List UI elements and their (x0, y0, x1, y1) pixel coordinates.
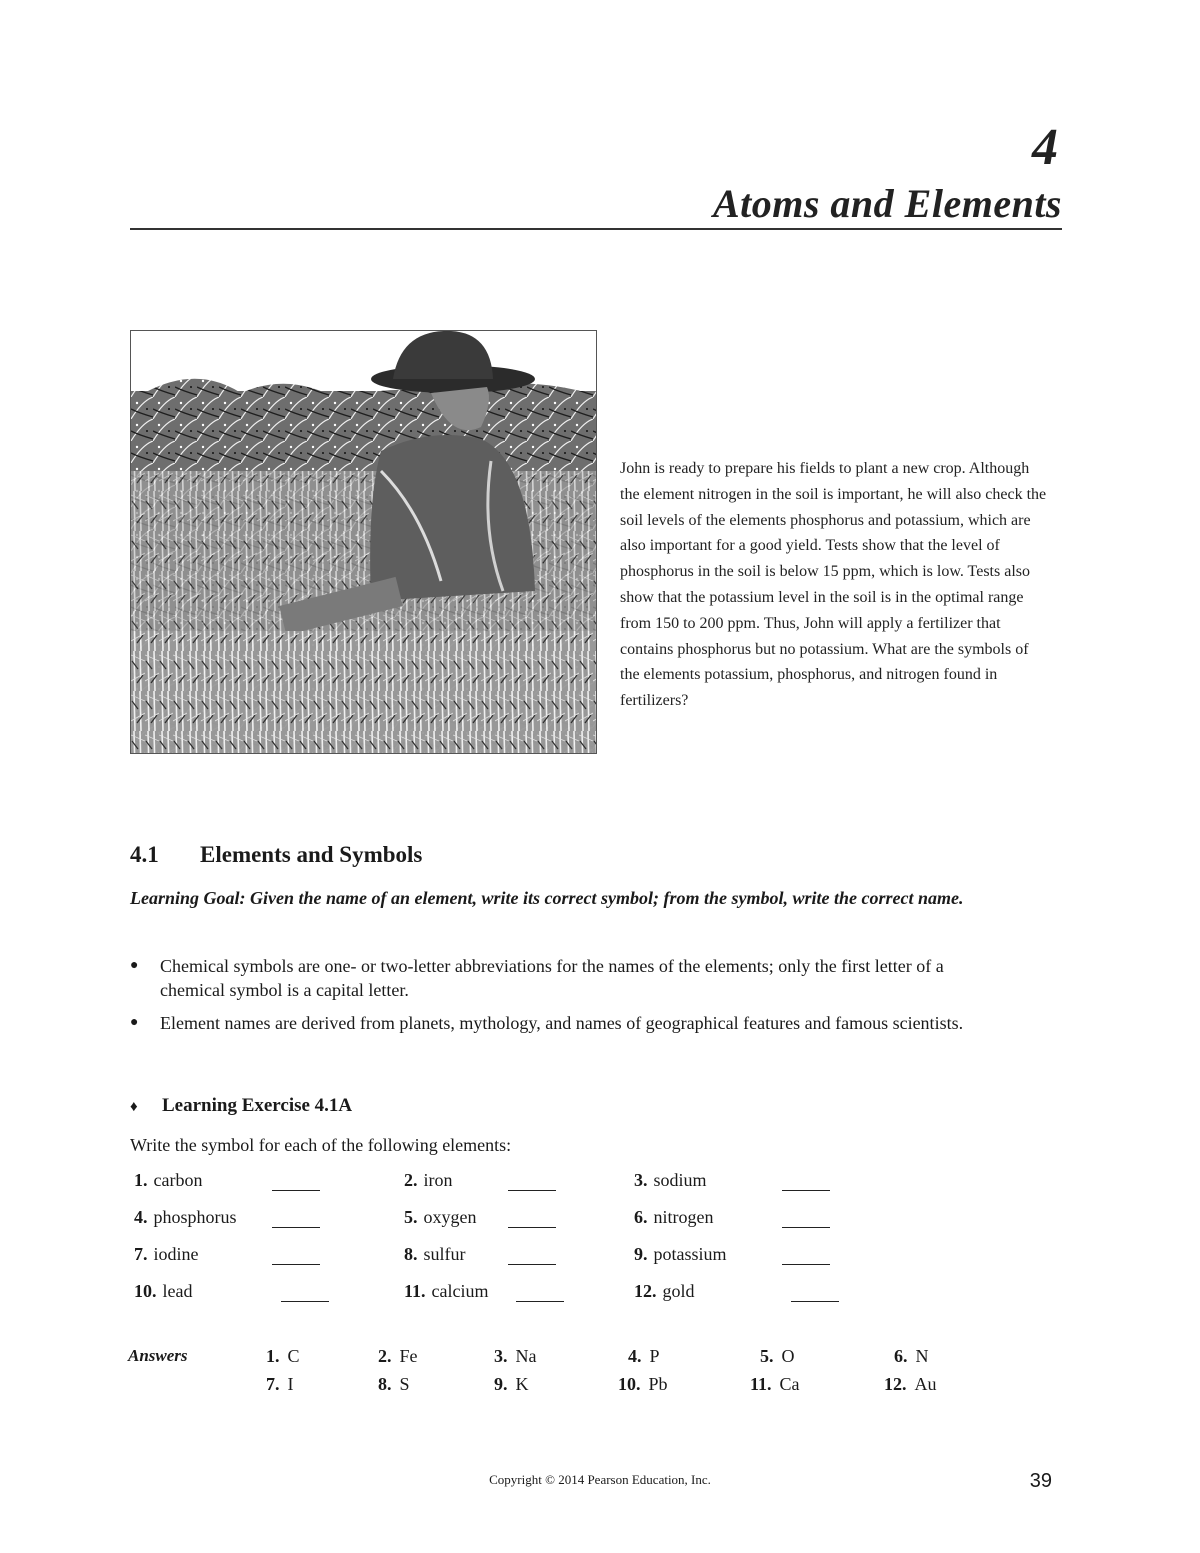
answer-blank[interactable] (791, 1283, 839, 1302)
answers-label: Answers (128, 1346, 188, 1365)
title-rule (130, 228, 1062, 230)
question-item: 9. potassium (634, 1244, 830, 1265)
list-item: ● Chemical symbols are one- or two-letter abbreviations for the names of the elements; only the first letter of a chemical symbol is a capital letter. (130, 956, 944, 1000)
answer-item: 1. C (266, 1346, 300, 1366)
answer-blank[interactable] (782, 1246, 830, 1265)
section-title: Elements and Symbols (200, 842, 423, 867)
answer-blank[interactable] (516, 1283, 564, 1302)
question-item: 11. calcium (404, 1281, 564, 1302)
answer-blank[interactable] (508, 1172, 556, 1191)
question-row (130, 1244, 850, 1281)
answer-item: 8. S (378, 1374, 410, 1394)
bullet-icon: ● (130, 1015, 139, 1030)
answer-item: 4. P (628, 1346, 660, 1366)
answer-item: 9. K (494, 1374, 529, 1394)
answer-item: 6. N (894, 1346, 929, 1366)
intro-paragraph: John is ready to prepare his fields to plant a new crop. Although the element nitrogen in the soil is important, he will also check the soil levels of the elements phosphorus and potassium, which are also important for a good yield. Tests show that the level of phosphorus in the soil is below 15 ppm, which is low. Tests also show that the potassium level in the soil is in the optimal range from 150 to 200 ppm. Thus, John will apply a fertilizer that contains phosphorus but no potassium. What are the symbols of the elements potassium, phosphorus, and nitrogen found in fertilizers? (620, 460, 1047, 710)
question-item: 4. phosphorus (134, 1207, 320, 1228)
chapter-number: 4 (1032, 119, 1058, 176)
question-item: 1. carbon (134, 1170, 320, 1191)
answer-blank[interactable] (508, 1209, 556, 1228)
exercise-instruction: Write the symbol for each of the following elements: (130, 1135, 512, 1155)
answer-item: 5. O (760, 1346, 795, 1366)
answer-blank[interactable] (272, 1209, 320, 1228)
question-item: 8. sulfur (404, 1244, 556, 1265)
learning-goal: Learning Goal: Given the name of an element, write its correct symbol; from the symbol, write the correct name. (130, 888, 964, 908)
section-heading (130, 842, 422, 868)
question-row (130, 1170, 850, 1207)
answer-item: 3. Na (494, 1346, 537, 1366)
answer-item: 12. Au (884, 1374, 937, 1394)
page-number: 39 (1029, 1470, 1052, 1492)
question-item: 5. oxygen (404, 1207, 556, 1228)
key-points-list (130, 954, 1010, 1044)
farmer-cornfield-photo (130, 330, 597, 754)
question-item: 10. lead (134, 1281, 329, 1302)
answer-blank[interactable] (272, 1246, 320, 1265)
question-row (130, 1207, 850, 1244)
list-item: ● Element names are derived from planets, mythology, and names of geographical features and famous scientists. (130, 1013, 964, 1033)
question-item: 7. iodine (134, 1244, 320, 1265)
question-item: 3. sodium (634, 1170, 830, 1191)
answer-key (0, 1346, 1200, 1406)
answer-item: 7. I (266, 1374, 294, 1394)
exercise-title: Learning Exercise 4.1A (162, 1095, 353, 1116)
answer-blank[interactable] (272, 1172, 320, 1191)
answer-blank[interactable] (508, 1246, 556, 1265)
exercise-heading (130, 1095, 352, 1117)
diamond-icon: ♦ (130, 1099, 138, 1115)
answer-blank[interactable] (281, 1283, 329, 1302)
question-row (130, 1281, 850, 1318)
exercise-questions (130, 1170, 850, 1318)
chapter-title: Atoms and Elements (712, 181, 1062, 226)
copyright-notice: Copyright © 2014 Pearson Education, Inc. (489, 1472, 711, 1487)
answer-item: 10. Pb (618, 1374, 668, 1394)
answer-item: 2. Fe (378, 1346, 418, 1366)
question-item: 6. nitrogen (634, 1207, 830, 1228)
answer-blank[interactable] (782, 1172, 830, 1191)
question-item: 2. iron (404, 1170, 556, 1191)
question-item: 12. gold (634, 1281, 839, 1302)
answer-item: 11. Ca (750, 1374, 800, 1394)
bullet-icon: ● (130, 958, 139, 973)
section-number: 4.1 (130, 842, 159, 867)
answer-blank[interactable] (782, 1209, 830, 1228)
